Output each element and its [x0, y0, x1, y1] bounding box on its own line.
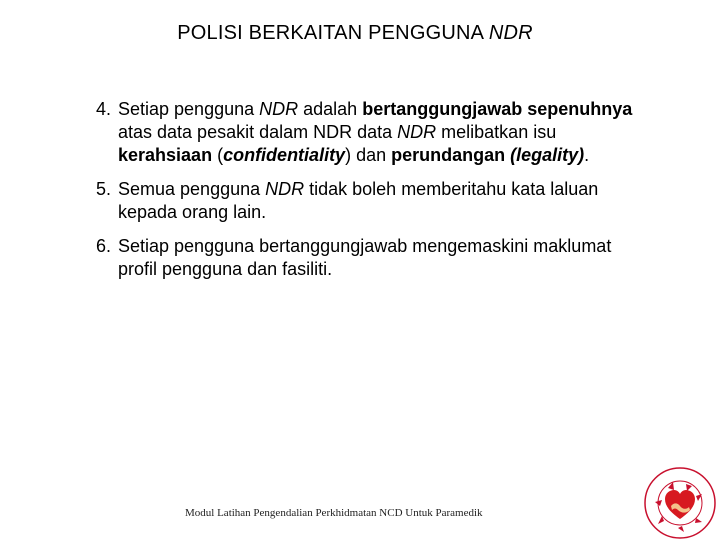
policy-text: melibatkan isu	[436, 122, 557, 142]
policy-text-ndr: NDR	[265, 179, 305, 199]
policy-text: (	[212, 145, 224, 165]
policy-text: Setiap pengguna	[118, 99, 260, 119]
policy-text: Semua pengguna	[118, 179, 266, 199]
footer-text: Modul Latihan Pengendalian Perkhidmatan NCD Untuk Paramedik	[185, 507, 483, 519]
policy-text: Setiap pengguna bertanggungjawab mengemaskini maklumat profil pengguna dan fasiliti.	[118, 236, 612, 279]
policy-text: tidak boleh memberitahu kata laluan kepada orang lain.	[118, 179, 599, 222]
title-ndr: NDR	[488, 22, 533, 44]
policy-number: 4.	[96, 99, 112, 119]
page-title	[0, 22, 710, 45]
policy-number: 6.	[96, 236, 112, 256]
title-text: POLISI BERKAITAN PENGGUNA	[177, 22, 489, 44]
policy-text: adalah	[298, 99, 363, 119]
policy-text-bold-italic: confidentiality	[223, 145, 346, 165]
policy-number: 5.	[96, 179, 112, 199]
policy-text-bold: perundangan	[391, 145, 506, 165]
policy-text: atas data pesakit dalam NDR data	[118, 122, 398, 142]
policy-text-bold: bertanggungjawab sepenuhnya	[362, 99, 633, 119]
policy-text-bold: kerahsiaan	[118, 145, 213, 165]
policy-text-ndr: NDR	[259, 99, 299, 119]
policy-text: ) dan	[345, 145, 392, 165]
policy-text: .	[584, 145, 590, 165]
policy-item-6	[96, 235, 636, 281]
policy-item-4	[96, 98, 636, 167]
ministry-of-health-malaysia-logo-icon	[640, 466, 720, 540]
policy-list	[96, 98, 636, 292]
policy-text-ndr: NDR	[397, 122, 437, 142]
policy-text-bold-italic: (legality)	[510, 145, 585, 165]
policy-item-5	[96, 178, 636, 224]
